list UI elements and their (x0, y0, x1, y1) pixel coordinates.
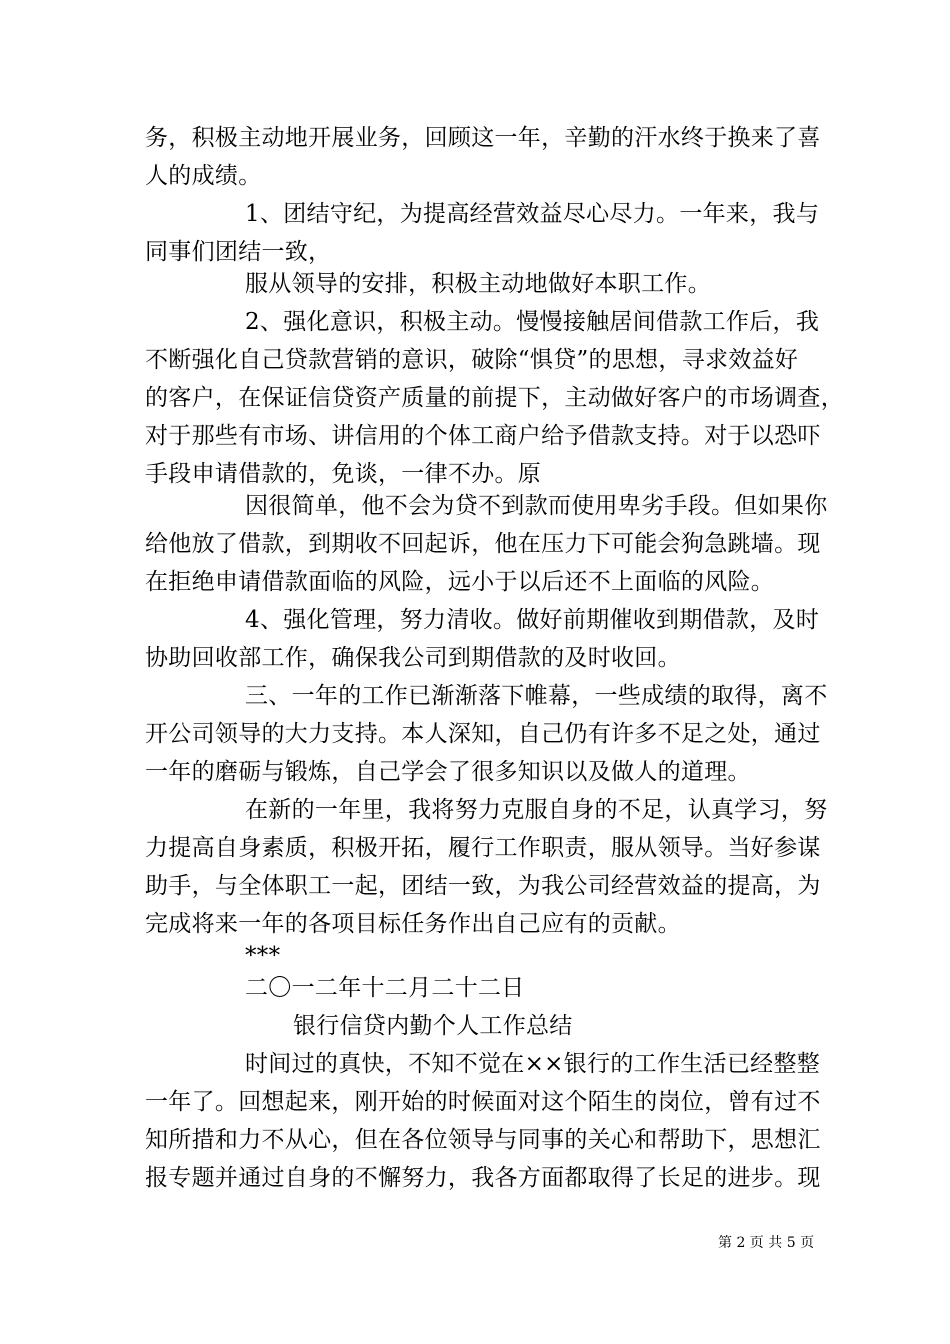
page-number: 第 2 页 共 5 页 (718, 1235, 815, 1251)
text-line: 开公司领导的大力支持。本人深知，自己仍有许多不足之处，通过 (145, 721, 821, 747)
text-line: 一年了。回想起来，刚开始的时候面对这个陌生的岗位，曾有过不 (145, 1089, 821, 1115)
text-line: 在新的一年里，我将努力克服自身的不足，认真学习，努 (245, 797, 828, 823)
text-line: 对于那些有市场、讲信用的个体工商户给予借款支持。对于以恐吓 (145, 423, 821, 449)
text-line: 务，积极主动地开展业务，回顾这一年，辛勤的汗水终于换来了喜 (145, 125, 821, 151)
signature-mark: *** (245, 943, 281, 969)
text-line: 同事们团结一致， (145, 239, 332, 265)
text-line: 给他放了借款，到期收不回起诉，他在压力下可能会狗急跳墙。现 (145, 531, 821, 557)
text-line: 服从领导的安排，积极主动地做好本职工作。 (245, 271, 711, 297)
text-line: 时间过的真快，不知不觉在××银行的工作生活已经整整 (245, 1051, 821, 1077)
text-line: 知所措和力不从心，但在各位领导与同事的关心和帮助下，思想汇 (145, 1127, 821, 1153)
text-line: 协助回收部工作，确保我公司到期借款的及时收回。 (145, 645, 681, 671)
text-line: 人的成绩。 (145, 163, 262, 189)
text-line: 不断强化自己贷款营销的意识，破除“惧贷”的思想，寻求效益好 (145, 347, 799, 373)
text-line: 2、强化意识，积极主动。慢慢接触居间借款工作后，我 (245, 309, 820, 335)
text-line: 的客户，在保证信贷资产质量的前提下，主动做好客户的市场调查， (145, 385, 844, 411)
text-line: 手段申请借款的，免谈，一律不办。原 (145, 461, 542, 487)
date-line: 二〇一二年十二月二十二日 (245, 975, 525, 1001)
text-line: 三、一年的工作已渐渐落下帷幕，一些成绩的取得，离不 (245, 683, 828, 709)
text-line: 报专题并通过自身的不懈努力，我各方面都取得了长足的进步。现 (145, 1165, 821, 1191)
text-line: 完成将来一年的各项目标任务作出自己应有的贡献。 (145, 911, 681, 937)
text-line: 4、强化管理，努力清收。做好前期催收到期借款，及时 (245, 607, 820, 633)
text-line: 在拒绝申请借款面临的风险，远小于以后还不上面临的风险。 (145, 569, 775, 595)
section-title: 银行信贷内勤个人工作总结 (293, 1013, 573, 1039)
text-line: 助手，与全体职工一起，团结一致，为我公司经营效益的提高，为 (145, 873, 821, 899)
text-line: 力提高自身素质，积极开拓，履行工作职责，服从领导。当好参谋 (145, 835, 821, 861)
text-line: 一年的磨砺与锻炼，自己学会了很多知识以及做人的道理。 (145, 759, 751, 785)
text-line: 因很简单，他不会为贷不到款而使用卑劣手段。但如果你 (245, 493, 828, 519)
text-line: 1、团结守纪，为提高经营效益尽心尽力。一年来，我与 (245, 201, 820, 227)
